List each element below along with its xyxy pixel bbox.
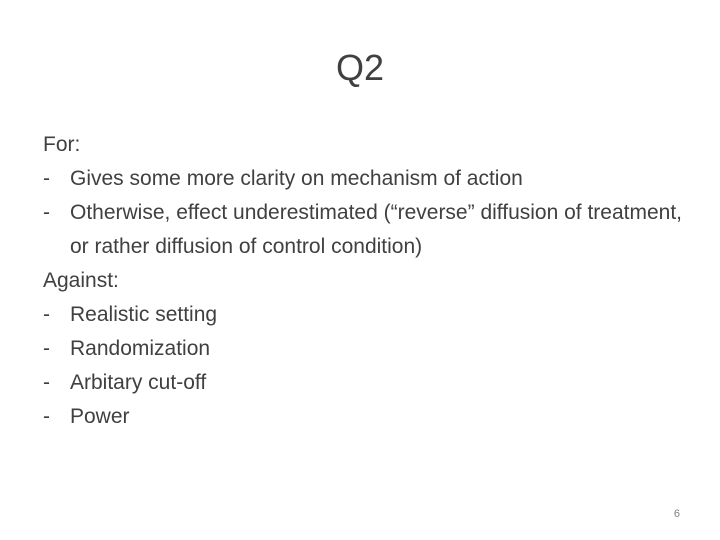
bullet-dash: - <box>43 371 50 394</box>
against-item <box>43 332 683 366</box>
slide-number: 6 <box>673 508 680 520</box>
bullet-dash: - <box>43 303 50 326</box>
for-item-text: Gives some more clarity on mechanism of action <box>70 167 523 190</box>
for-item <box>43 196 683 264</box>
against-item-text: Arbitary cut-off <box>70 371 207 394</box>
against-item-text: Realistic setting <box>70 303 218 326</box>
against-heading: Against: <box>43 269 119 292</box>
against-item <box>43 400 683 434</box>
against-item <box>43 298 683 332</box>
bullet-dash: - <box>43 405 50 428</box>
slide-title: Q2 <box>335 47 385 88</box>
bullet-dash: - <box>43 167 50 190</box>
for-item-text: Otherwise, effect underestimated (“reverse” diffusion of treatment, or rather diffusion of control condition) <box>70 201 683 258</box>
against-item-text: Randomization <box>70 337 211 360</box>
bullet-dash: - <box>43 201 50 224</box>
bullet-dash: - <box>43 337 50 360</box>
against-item-text: Power <box>70 405 130 428</box>
slide-body <box>43 128 683 434</box>
against-item <box>43 366 683 400</box>
for-heading: For: <box>43 133 81 156</box>
for-item <box>43 162 683 196</box>
